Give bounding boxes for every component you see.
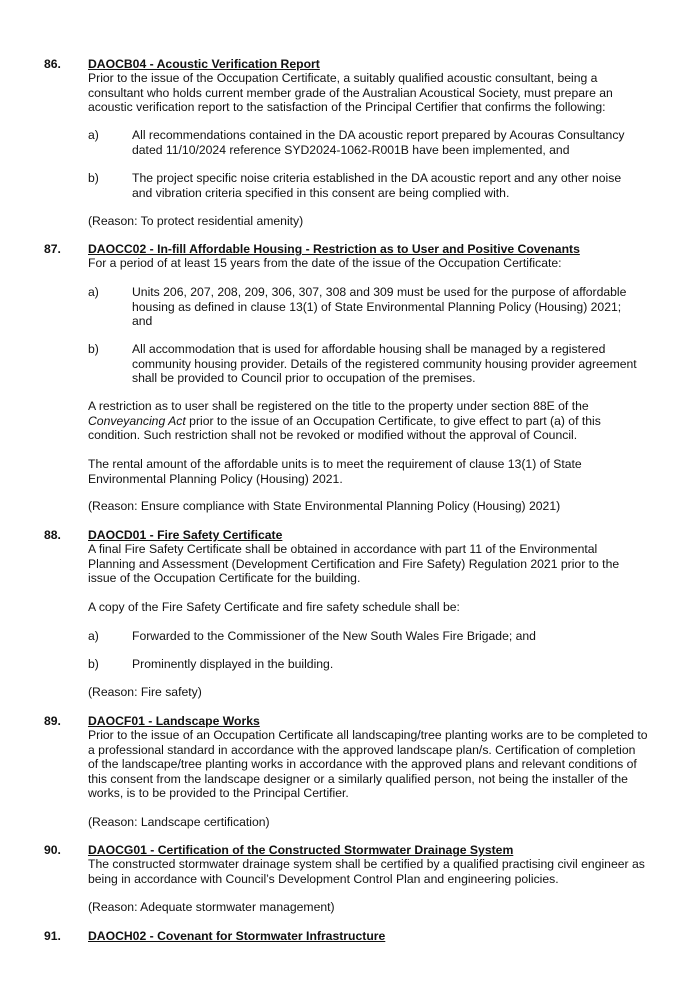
act-name: Conveyancing Act [88, 413, 186, 428]
restriction-text: prior to the issue of an Occupation Certificate, to give effect to part (a) of this condition. Such restriction shall not be revoked or modified without the approval of Council. [88, 413, 601, 443]
condition-reason: (Reason: Ensure compliance with State Environmental Planning Policy (Housing) 2021) [88, 499, 561, 513]
item-label: a) [88, 629, 99, 643]
condition-intro: Prior to the issue of the Occupation Certificate, a suitably qualified acoustic consultant, being a consultant who holds current member grade of the Australian Acoustical Society, must prepare an acoustic verification report to the satisfaction of the Principal Certifier that confirms the following: [88, 71, 613, 115]
condition-number: 88. [44, 528, 61, 542]
restriction-text: A restriction as to user shall be registered on the title to the property under section 88E of the [88, 399, 589, 413]
item-text: All accommodation that is used for affordable housing shall be managed by a registered community housing provider. Details of the registered community housing provider agreement shall be provided to Council prior to occupation of the premises. [132, 342, 637, 386]
condition-heading: DAOCG01 - Certification of the Constructed Stormwater Drainage System [88, 843, 514, 857]
condition-intro: A final Fire Safety Certificate shall be obtained in accordance with part 11 of the Environmental Planning and Assessment (Development Certification and Fire Safety) Regulation 2021 prior to the issue of the Occupation Certificate for the building. [88, 542, 620, 586]
condition-intro: Prior to the issue of an Occupation Certificate all landscaping/tree planting works are to be completed to a professional standard in accordance with the approved landscape plan/s. Certification of completion of the landscape/tree planting works in accordance with the approved plans and relevant conditions of this consent from the landscape designer or a similarly qualified person, not being the installer of the works, is to be provided to the Principal Certifier. [88, 728, 648, 801]
rental-paragraph: The rental amount of the affordable units is to meet the requirement of clause 13(1) of State Environmental Planning Policy (Housing) 2021. [88, 457, 582, 486]
condition-heading: DAOCC02 - In-fill Affordable Housing - Restriction as to User and Positive Covenants [88, 242, 580, 256]
condition-reason: (Reason: Fire safety) [88, 685, 202, 699]
item-text: The project specific noise criteria established in the DA acoustic report and any other noise and vibration criteria specified in this consent are being complied with. [132, 171, 622, 200]
condition-reason: (Reason: To protect residential amenity) [88, 214, 304, 228]
condition-intro: For a period of at least 15 years from the date of the issue of the Occupation Certificate: [88, 256, 562, 270]
condition-heading: DAOCF01 - Landscape Works [88, 714, 260, 728]
condition-heading: DAOCD01 - Fire Safety Certificate [88, 528, 283, 542]
item-label: b) [88, 657, 99, 671]
item-label: b) [88, 342, 99, 356]
restriction-paragraph [88, 399, 648, 443]
condition-reason: (Reason: Adequate stormwater management) [88, 900, 335, 914]
condition-number: 91. [44, 929, 61, 943]
condition-number: 86. [44, 57, 61, 71]
item-text: All recommendations contained in the DA acoustic report prepared by Acouras Consultancy dated 11/10/2024 reference SYD2024-1062-R001B have been implemented, and [132, 128, 625, 157]
copy-paragraph: A copy of the Fire Safety Certificate and fire safety schedule shall be: [88, 600, 460, 614]
item-text: Forwarded to the Commissioner of the New South Wales Fire Brigade; and [132, 629, 536, 643]
item-label: a) [88, 285, 99, 299]
item-label: a) [88, 128, 99, 142]
condition-heading: DAOCH02 - Covenant for Stormwater Infrastructure [88, 929, 386, 943]
condition-reason: (Reason: Landscape certification) [88, 815, 270, 829]
condition-intro: The constructed stormwater drainage system shall be certified by a qualified practising civil engineer as being in accordance with Council’s Development Control Plan and engineering policies. [88, 857, 645, 886]
item-label: b) [88, 171, 99, 185]
condition-number: 87. [44, 242, 61, 256]
condition-heading: DAOCB04 - Acoustic Verification Report [88, 57, 320, 71]
condition-number: 90. [44, 843, 61, 857]
item-text: Prominently displayed in the building. [132, 657, 334, 671]
item-text: Units 206, 207, 208, 209, 306, 307, 308 and 309 must be used for the purpose of affordable housing as defined in clause 13(1) of State Environmental Planning Policy (Housing) 2021; and [132, 285, 627, 329]
condition-number: 89. [44, 714, 61, 728]
